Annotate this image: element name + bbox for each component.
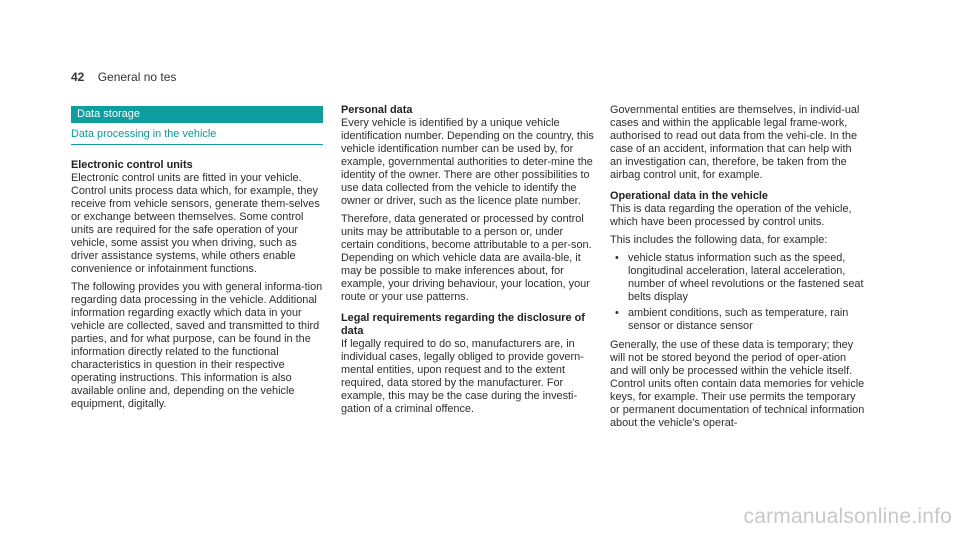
heading-operational-data: Operational data in the vehicle — [610, 190, 768, 202]
paragraph: Therefore, data generated or processed by control units may be attributable to a person or, under certain conditions, become attributable to a per-son. Depending on which vehicle data are availa-ble, it may be possible to make inferences about, for example, your driving behaviour, your location, your route or your use patterns. — [341, 213, 592, 303]
list-item: • ambient conditions, such as temperature, rain sensor or distance sensor — [628, 307, 865, 333]
page-header — [71, 70, 176, 86]
heading-personal-data: Personal data — [341, 104, 413, 116]
paragraph: Electronic control units are fitted in your vehicle. Control units process data which, for example, they receive from vehicle sensors, generate them-selves or exchange between themselves. Some control units are required for the safe operation of your vehicle, some assist you when driving, such as driver assistance systems, while others enable convenience or infotainment functions. — [71, 172, 320, 275]
section-bar: Data storage — [71, 106, 323, 123]
paragraph: If legally required to do so, manufacturers are, in individual cases, legally obliged to provide govern-mental entities, upon request and to the extent required, data stored by the manufacturer. For example, this may be the case during the investi-gation of a criminal offence. — [341, 338, 584, 415]
section-title: General no tes — [97, 70, 177, 84]
paragraph: This includes the following data, for example: — [610, 234, 828, 246]
column-left — [71, 106, 323, 416]
page-number: 42 — [71, 70, 85, 84]
list-item: • vehicle status information such as the speed, longitudinal acceleration, lateral acceleration, number of wheel revolutions or the fastened seat belts display — [628, 252, 865, 304]
paragraph: Every vehicle is identified by a unique vehicle identification number. Depending on the country, this vehicle identification number can be used by, for example, governmental authorities to deter-mine the identity of the owner. There are other possibilities to use data collected from the vehicle to identify the owner or driver, such as the licence plate number. — [341, 117, 594, 207]
paragraph: This is data regarding the operation of the vehicle, which have been processed by control units. — [610, 203, 852, 228]
paragraph: Governmental entities are themselves, in individ-ual cases and within the applicable legal frame-work, authorised to read out data from the vehi-cle. In the case of an accident, information that can help with an investigation can, therefore, be taken from the airbag control unit, for example. — [610, 104, 860, 181]
column-middle — [341, 104, 594, 421]
column-right — [610, 104, 865, 435]
subsection-heading: Data processing in the vehicle — [71, 123, 323, 145]
paragraph: The following provides you with general informa-tion regarding data processing in the vehicle. Additional information regarding exactly which data in your vehicle are collected, saved and transmitted to third parties, and for what purpose, can be found in the information directly related to the functional characteristics in question in their respective operating instructions. This information is also available online and, depending on the vehicle equipment, digitally. — [71, 281, 323, 410]
heading-electronic-control-units: Electronic control units — [71, 159, 193, 171]
paragraph: Generally, the use of these data is temporary; they will not be stored beyond the period of oper-ation and will only be processed within the vehicle itself. Control units often contain data memories for vehicle keys, for example. Their use permits the temporary or permanent documentation of technical information about the vehicle's operat- — [610, 339, 865, 429]
heading-legal-requirements: Legal requirements regarding the disclosure of data — [341, 312, 585, 337]
bullet-list — [610, 252, 865, 333]
watermark: carmanualsonline.info — [743, 505, 952, 528]
